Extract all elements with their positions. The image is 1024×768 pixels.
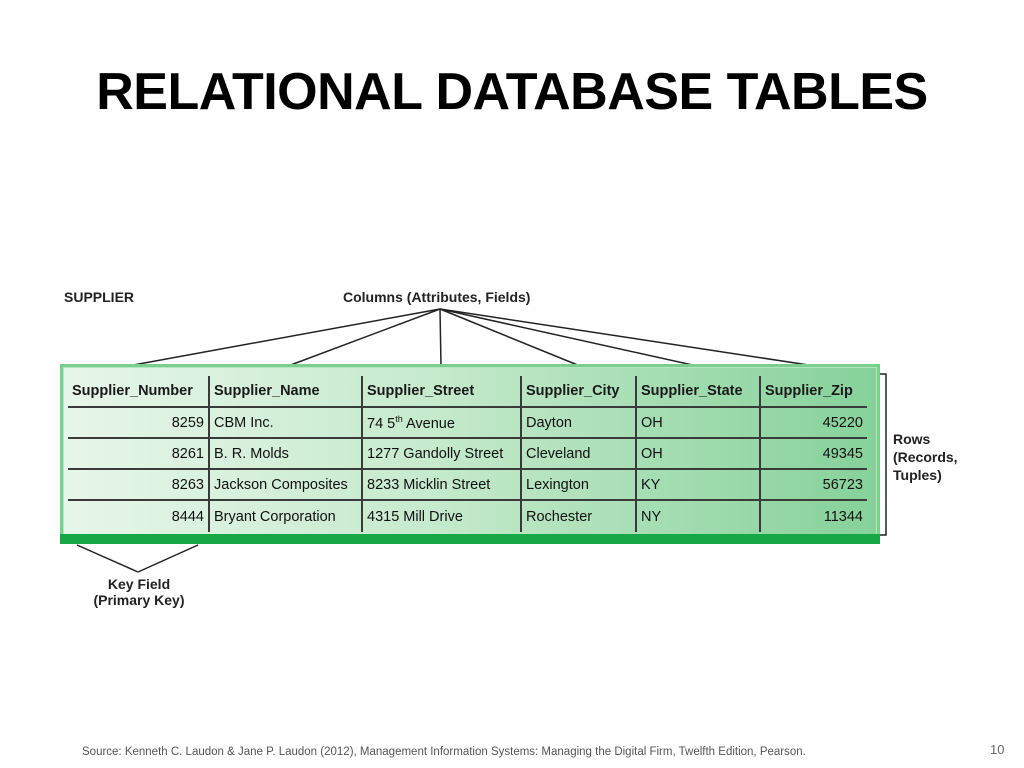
cell-supplier-number: 8263: [68, 470, 210, 501]
cell-supplier-name: CBM Inc.: [210, 408, 363, 439]
column-pointer-line: [440, 309, 815, 366]
rows-label: [893, 430, 958, 484]
column-header: Supplier_Street: [363, 376, 522, 408]
table-row: [68, 501, 867, 532]
supplier-table-grid: [68, 376, 867, 532]
slide-title: RELATIONAL DATABASE TABLES: [96, 63, 928, 121]
key-pointer-line: [77, 545, 138, 572]
table-row: [68, 439, 867, 470]
cell-supplier-state: OH: [637, 408, 761, 439]
cell-supplier-number: 8259: [68, 408, 210, 439]
cell-supplier-zip: 56723: [761, 470, 867, 501]
column-header: Supplier_Number: [68, 376, 210, 408]
rows-label-line: (Records,: [893, 449, 958, 465]
cell-supplier-zip: 45220: [761, 408, 867, 439]
cell-supplier-name: B. R. Molds: [210, 439, 363, 470]
column-pointer-line: [440, 309, 441, 366]
cell-supplier-street: 4315 Mill Drive: [363, 501, 522, 532]
column-pointer-line: [440, 309, 580, 366]
cell-supplier-city: Lexington: [522, 470, 637, 501]
column-pointer-line: [128, 309, 440, 366]
cell-supplier-city: Rochester: [522, 501, 637, 532]
cell-supplier-zip: 11344: [823, 508, 863, 525]
key-pointer-line: [138, 545, 198, 572]
street-superscript: th: [395, 413, 403, 424]
cell-supplier-street: [363, 408, 522, 439]
street-text: 74 5: [367, 415, 396, 432]
rows-bracket: [880, 374, 886, 535]
cell-supplier-number: 8444: [68, 501, 210, 532]
cell-supplier-city: Dayton: [522, 408, 637, 439]
table-row: [68, 470, 867, 501]
cell-supplier-name: Bryant Corporation: [210, 501, 363, 532]
cell-supplier-number: 8261: [68, 439, 210, 470]
key-field-label: [84, 576, 194, 608]
columns-label: Columns (Attributes, Fields): [343, 289, 531, 305]
table-name-label: SUPPLIER: [64, 289, 135, 305]
cell-supplier-state: OH: [637, 439, 761, 470]
table-row: [68, 408, 867, 439]
cell-supplier-street: 1277 Gandolly Street: [363, 439, 522, 470]
table-header-row: [68, 376, 867, 408]
table-bottom-bar: [60, 534, 880, 544]
cell-supplier-street: 8233 Micklin Street: [363, 470, 522, 501]
column-pointer-line: [440, 309, 697, 366]
column-pointer-line: [288, 309, 440, 366]
cell-supplier-state: KY: [637, 470, 761, 501]
cell-supplier-state: NY: [637, 501, 761, 532]
cell-supplier-zip: 49345: [761, 439, 867, 470]
column-header: Supplier_City: [522, 376, 637, 408]
street-text: Avenue: [402, 415, 455, 432]
column-header: Supplier_Zip: [761, 376, 867, 408]
cell-supplier-city: Cleveland: [522, 439, 637, 470]
cell-supplier-name: Jackson Composites: [210, 470, 363, 501]
source-citation: Source: Kenneth C. Laudon & Jane P. Laudon (2012), Management Information Systems: Managing the Digital Firm, Twelfth Edition, Pearson.: [82, 746, 806, 758]
key-label-line: (Primary Key): [93, 592, 185, 608]
page-number: 10: [990, 742, 1005, 757]
supplier-table: [60, 364, 880, 544]
column-header: Supplier_Name: [210, 376, 363, 408]
rows-label-line: Rows: [893, 431, 931, 447]
column-header: Supplier_State: [637, 376, 761, 408]
rows-label-line: Tuples): [893, 467, 942, 483]
key-label-line: Key Field: [107, 576, 171, 592]
